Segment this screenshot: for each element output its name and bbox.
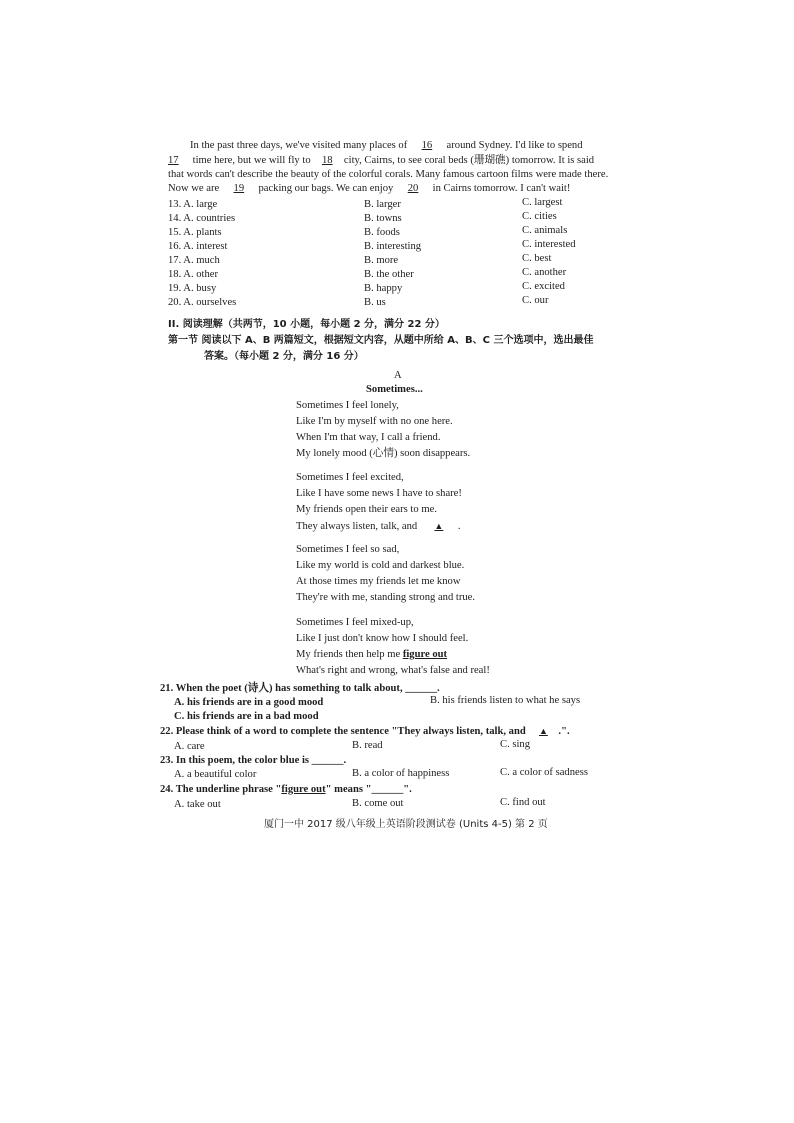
- choice-13-c: C. largest: [522, 197, 563, 208]
- choice-15-a: 15. A. plants: [168, 227, 222, 238]
- choice-18-c: C. another: [522, 267, 567, 278]
- option-a: A. his friends are in a good mood: [174, 697, 324, 708]
- section-instruction-2: 答案。（每小题 2 分，满分 16 分）: [204, 351, 364, 362]
- cloze-line-1: In the past three days, we've visited many places of 16 around Sydney. I'd like to spend: [190, 140, 583, 151]
- poem-line: Sometimes I feel lonely,: [296, 400, 399, 411]
- choice-19-a: 19. A. busy: [168, 283, 217, 294]
- blank-17: 17: [168, 155, 179, 166]
- choice-15-c: C. animals: [522, 225, 568, 236]
- option-a: A. care: [174, 741, 205, 752]
- choice-17-a: 17. A. much: [168, 255, 220, 266]
- option-a: A. a beautiful color: [174, 769, 257, 780]
- question-stem: 21. When the poet (诗人) has something to talk about, ______.: [160, 683, 440, 694]
- choice-14-c: C. cities: [522, 211, 557, 222]
- option-c: C. a color of sadness: [500, 767, 588, 778]
- triangle-blank: [420, 519, 458, 534]
- poem-line: They always listen, talk, and ▲ .: [296, 521, 461, 532]
- choice-14-b: B. towns: [364, 213, 402, 224]
- poem-line: What's right and wrong, what's false and real!: [296, 665, 490, 676]
- cloze-line-3: that words can't describe the beauty of the colorful corals. Many famous cartoon films were made there.: [168, 169, 609, 180]
- poem-line: They're with me, standing strong and true.: [296, 592, 476, 603]
- option-c: C. his friends are in a bad mood: [174, 711, 319, 722]
- option-b: B. a color of happiness: [352, 768, 450, 779]
- blank-18: 18: [321, 155, 333, 166]
- poem-line: My friends then help me figure out: [296, 649, 448, 660]
- question-stem: 24. The underline phrase "figure out" means "______".: [160, 784, 412, 795]
- choice-14-a: 14. A. countries: [168, 213, 236, 224]
- passage-letter: A: [394, 370, 402, 381]
- choice-19-c: C. excited: [522, 281, 565, 292]
- option-a: A. take out: [174, 799, 221, 810]
- option-c: C. find out: [500, 797, 546, 808]
- poem-line: At those times my friends let me know: [296, 576, 461, 587]
- option-b: B. his friends listen to what he says: [430, 695, 581, 706]
- section-instruction-1: 第一节 阅读以下 A、B 两篇短文，根据短文内容，从题中所给 A、B、C 三个选项中，选出最佳: [168, 335, 594, 346]
- option-b: B. read: [352, 740, 383, 751]
- poem-line: Sometimes I feel excited,: [296, 472, 404, 483]
- choice-20-a: 20. A. ourselves: [168, 297, 237, 308]
- option-b: B. come out: [352, 798, 404, 809]
- choice-16-b: B. interesting: [364, 241, 422, 252]
- choice-17-b: B. more: [364, 255, 399, 266]
- choice-20-c: C. our: [522, 295, 549, 306]
- choice-16-a: 16. A. interest: [168, 241, 228, 252]
- poem-line: When I'm that way, I call a friend.: [296, 432, 441, 443]
- choice-16-c: C. interested: [522, 239, 576, 250]
- triangle-blank: [528, 724, 558, 739]
- poem-line: Sometimes I feel so sad,: [296, 544, 400, 555]
- triangle-icon: ▲: [538, 726, 548, 736]
- blank-20: 20: [407, 183, 419, 194]
- triangle-icon: ▲: [434, 521, 444, 531]
- poem-line: Like I have some news I have to share!: [296, 488, 462, 499]
- choice-18-b: B. the other: [364, 269, 414, 280]
- choice-13-a: 13. A. large: [168, 199, 218, 210]
- choice-13-b: B. larger: [364, 199, 401, 210]
- figure-out-phrase: figure out: [281, 784, 326, 795]
- poem-line: Like I just don't know how I should feel.: [296, 633, 469, 644]
- choice-17-c: C. best: [522, 253, 552, 264]
- cloze-line-4: Now we are 19 packing our bags. We can enjoy 20 in Cairns tomorrow. I can't wait!: [168, 183, 571, 194]
- figure-out-phrase: figure out: [402, 649, 448, 660]
- blank-16: 16: [421, 140, 433, 151]
- choice-20-b: B. us: [364, 297, 386, 308]
- choice-19-b: B. happy: [364, 283, 403, 294]
- question-stem: 22. Please think of a word to complete the sentence "They always listen, talk, and ▲ .".: [160, 726, 570, 737]
- choice-18-a: 18. A. other: [168, 269, 219, 280]
- question-stem: 23. In this poem, the color blue is ______.: [160, 755, 347, 766]
- page-footer: 厦门一中 2017 级八年级上英语阶段测试卷 (Units 4-5) 第 2 页: [264, 819, 548, 830]
- choice-15-b: B. foods: [364, 227, 400, 238]
- blank-19: 19: [233, 183, 245, 194]
- section-heading: II. 阅读理解（共两节，10 小题，每小题 2 分，满分 22 分）: [168, 319, 445, 330]
- poem-line: Sometimes I feel mixed-up,: [296, 617, 414, 628]
- option-c: C. sing: [500, 739, 531, 750]
- poem-line: My friends open their ears to me.: [296, 504, 437, 515]
- cloze-line-2: 17 time here, but we will fly to 18 city, Cairns, to see coral beds (珊瑚礁) tomorrow. It is said: [168, 155, 595, 166]
- poem-title: Sometimes...: [366, 384, 423, 395]
- poem-line: Like my world is cold and darkest blue.: [296, 560, 465, 571]
- poem-line: My lonely mood (心情) soon disappears.: [296, 448, 471, 459]
- poem-line: Like I'm by myself with no one here.: [296, 416, 453, 427]
